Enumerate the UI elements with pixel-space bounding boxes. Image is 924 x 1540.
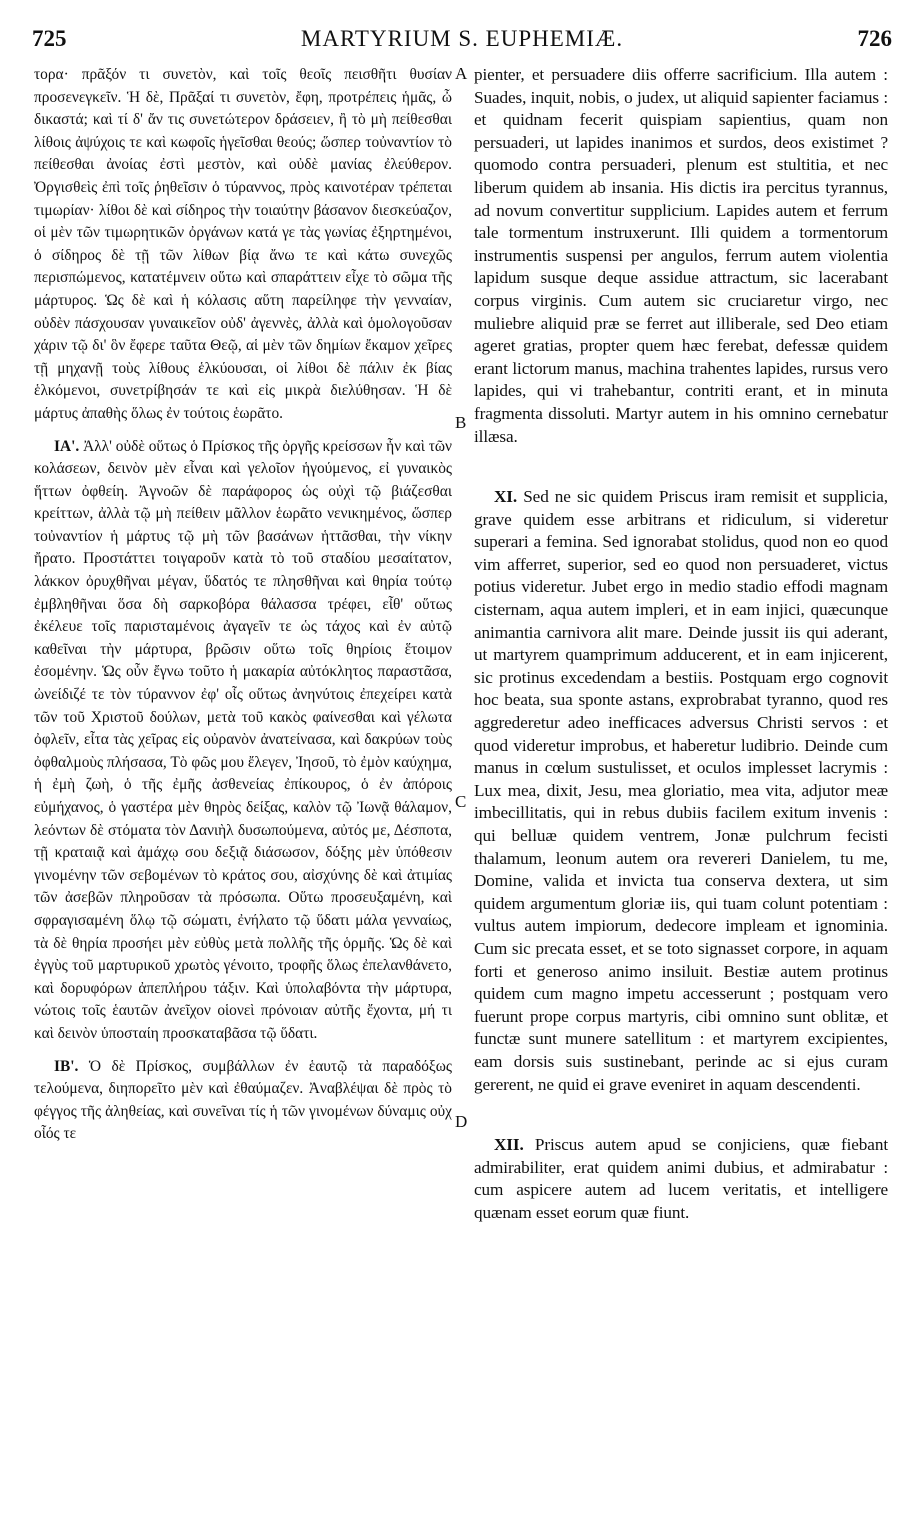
latin-paragraph-3: XII. Priscus autem apud se conjiciens, quæ fiebant admirabiliter, erat quidem animi dubius, et admirabatur : cum aspicere autem ad lucem veritatis, et intelligere quænam esset eorum quæ fiunt. <box>474 1135 888 1222</box>
latin-column <box>474 64 888 1225</box>
greek-column <box>34 64 452 1146</box>
latin-paragraph-1: pienter, et persuadere diis offerre sacrificium. Illa autem : Suades, inquit, nobis, o judex, ut aliquid sapienter faciamus : et quidnam fecerit quispiam sapientius, quam non persuaderi, ut lapides inanimos et surdos, deos existimet ? quomodo contra persuaderi, plenum est stultitia, et nec liberum quidem ab insania. His dictis ira percitus tyrannus, ad novum convertitur supplicium. Lapides autem et ferrum tale tormentum instruxerunt. Illi quidem a tormentorum instrumentis suspensi per angulos, ferrum autem violentia lapidum susque deque assidue attractum, sic lacerabant corpus virginis. Cum autem sic cruciaretur virgo, nec muliebre aliquid præ se ferret aut illiberale, sed Deo etiam ageret gratias, propter quem hæc ferebat, defessæ quidem erant lictorum manus, machina trahentes lapides, rursus vero lapides, qui vi trahebantur, contriti erant, et in minuta fragmenta dissoluti. Martyr autem in his omnino cernebatur illæsa. <box>474 65 888 446</box>
greek-paragraph-1: τορα· πρᾶξόν τι συνετὸν, καὶ τοῖς θεοῖς πεισθῆτι θυσίαν προσενεγκεῖν. Ἡ δὲ, Πρᾶξαί τι συνετὸν, ἔφη, προτρέπεις ἡμᾶς, ὦ δικαστά; καὶ τί δ' ἄν τις συνετώτερον δράσειεν, ἢ τὸ μὴ πείθεσθαι λίθοις ἀψύχοις τε καὶ κωφοῖς ἡγεῖσθαι θεούς; ὥσπερ τοὐναντίον τὸ πείθεσθαι ἀνοίας ἐστὶ μεστὸν, καὶ οὐδὲ μανίας ἐλεύθερον. Ὀργισθεὶς ἐπὶ τοῖς ῥηθεῖσιν ὁ τύραννος, πρὸς καινοτέραν τρέπεται τιμωρίαν· λίθοι δὲ καὶ σίδηρος τὴν τοιαύτην βάσανον διεσκεύαζον, οἱ μὲν τῶν τιμωρητικῶν ὀργάνων κατά γε τὰς γωνίας ἐξηρτημένοι, ὁ σίδηρος δὲ τῇ τῶν λίθων βίᾳ ἄνω τε καὶ κάτω συνεχῶς περισπώμενος, κατατέμνειν οὕτω καὶ σπαράττειν εἶχε τὸ σῶμα τῆς μάρτυρος. Ὡς δὲ καὶ ἡ κόλασις αὕτη παρείληφε τὴν γενναίαν, οὐδὲν πάσχουσαν γυναικεῖον οὐδ' ἀγεννὲς, ἀλλὰ καὶ ὁμολογοῦσαν χάριν τῷ δι' ὃν ἔφερε ταῦτα Θεῷ, αἱ μὲν τῶν δημίων ἔκαμον χεῖρες τῇ μηχανῇ τοὺς λίθους ἑλκύουσαι, οἱ λίθοι δὲ πάλιν ἐκ βίας ἑλκόμενοι, συνετρίβησάν τε καὶ εἰς μικρὰ διελύθησαν. Ἡ δὲ μάρτυς ἀπαθὴς ὅλως ἐν τούτοις ἑωρᾶτο. <box>34 66 452 422</box>
greek-paragraph-3: ΙΒ'. Ὁ δὲ Πρίσκος, συμβάλλων ἐν ἑαυτῷ τὰ παραδόξως τελούμενα, διηπορεῖτο μὲν καὶ ἐθαύμαζεν. Ἀναβλέψαι δὲ πρὸς τὸ φέγγος τῆς ἀληθείας, καὶ συνεῖναι τίς ἡ τῶν γινομένων δύναμις οὐχ οἷός τε <box>34 1057 452 1143</box>
greek-section-number-11: ΙΑ'. <box>54 437 80 455</box>
running-header <box>32 26 892 60</box>
margin-marker-c: C <box>455 792 467 811</box>
greek-paragraph-2: ΙΑ'. Ἀλλ' οὐδὲ οὕτως ὁ Πρίσκος τῆς ὀργῆς κρείσσων ἦν καὶ τῶν κολάσεων, δεινὸν μὲν εἶναι καὶ γελοῖον ἡγούμενος, εἰ γυναικὸς ἥττων ὀφθείη. Ἀγνοῶν δὲ παράφορος ὡς οὐχὶ τῷ βιάζεσθαι κρείττων, ἀλλὰ τῷ μὴ πείθειν μᾶλλον ἑωρᾶτο νενικημένος, ὥσπερ τοὐναντίον ἡ μάρτυς τῷ μὴ τῶν βασάνων ἡττᾶσθαι, τὴν νίκην ἤρατο. Προστάττει τοιγαροῦν κατὰ τὸ τοῦ σταδίου μεσαίτατον, λάκκον ὀρυχθῆναι μέγαν, ὕδατός τε πλησθῆναι καὶ θηρία τούτῳ ἐμβληθῆναι ὅσα δὴ σαρκοβόρα θάλασσα τρέφει, εἶθ' οὕτως ἐκέλευε τοῖς παρισταμένοις ἀγαγεῖν τε ὡς τάχος καὶ ἐν αὐτῷ καθεῖναι τὴν μάρτυρα, βρῶσιν οὕτω τοῖς θηρίοις ἕτοιμον ἐσομένην. Ὡς οὖν ἔγνω τοῦτο ἡ μακαρία αὐτόκλητος παραστᾶσα, ὠνείδιζέ τε τὸν τύραννον ἐφ' οἷς οὕτως ἀνηνύτοις ἐπεχείρει κατὰ τῶν τοῦ Χριστοῦ δούλων, μετὰ τοῦ κακὸς φαίνεσθαι καὶ γέλωτα ὀφλεῖν, εἶτα τὰς χεῖρας εἰς οὐρανὸν ἀνατείνασα, καὶ δακρύων τοὺς ὀφθαλμοὺς πλήσασα, Τὸ φῶς μου ἔλεγεν, Ἰησοῦ, τὸ ἐμὸν καύχημα, ἡ ἐμὴ ζωὴ, ὁ τῆς ἐμῆς ἀσθενείας ἐπίκουρος, ὁ ἐν ἀπόροις εὐμήχανος, ὁ γαστέρα μὲν θηρὸς δείξας, καλὸν τῷ Ἰωνᾷ θάλαμον, λεόντων δὲ στόματα τὸν Δανιὴλ δυσωπούμενα, αὐτός με, Δέσποτα, τῇ κραταιᾷ καὶ ἀμάχῳ σου δεξιᾷ διάσωσον, δόξης μὲν ὑπόθεσιν γινομένην τῶν σεβομένων τὸ κράτος σου, αἰσχύνης δὲ καὶ ἀτιμίας τῶν ἀσεβῶν πληροῦσαν τὰ πρόσωπα. Οὕτω προσευξαμένη, καὶ σφραγισαμένη ὅλῳ τῷ σώματι, ἐνήλατο τῷ ὕδατι μάλα γενναίως, τὰ δὲ θηρία προσήει μὲν εὐθὺς μετὰ πολλῆς τῆς ὁρμῆς. Ὡς δὲ καὶ ἐγγὺς τοῦ μαρτυρικοῦ χρωτὸς γένοιτο, τροφῆς ὅλως ἐπελανθάνετο, καὶ δορυφόρων ἀπεπλήρου τάξιν. Καὶ ὑπολαβόντα τὴν μάρτυρα, νώτοις τοῖς ἑαυτῶν ἀνεῖχον οἱονεὶ πρόνοιαν αὐτῆς ἔχοντα, μή τι καὶ δεινὸν ὑποσταίη προσκαταβᾶσα τῷ ὕδατι. <box>34 437 452 1042</box>
greek-section-number-12: ΙΒ'. <box>54 1057 79 1075</box>
margin-marker-d: D <box>455 1112 468 1131</box>
latin-section-number-12: XII. <box>494 1135 524 1155</box>
latin-section-number-11: XI. <box>494 487 518 507</box>
margin-marker-b: B <box>455 413 467 432</box>
latin-paragraph-2: XI. Sed ne sic quidem Priscus iram remisit et supplicia, grave quidem esse arbitrans et ridiculum, si videretur superari a femina. Sed ignorabat stolidus, quod non eo quod vim afferret, superior, sed eo quod non persuaderet, victus potius videretur. Jubet ergo in medio stadio effodi magnam cisternam, aqua autem impleri, et in eam injici, quæcunque animantia carnivora alit mare. Deinde jussit iis qui aderant, ut martyrem quamprimum adducerent, et in eam injicerent, sic protinus excedendam a bestiis. Postquam ergo cognovit hoc beata, sua sponte astans, exprobrabat tyranno, quod res aggrederetur adeo inefficaces adversus Christi servos : et quod videretur improbus, et haberetur ludibrio. Deinde cum manus in cœlum sustulisset, et oculos implesset lacrymis : Lux mea, dixit, Jesu, mea gloriatio, mea vita, adjutor meæ imbecillitatis, qui in rebus dubiis facilem exitum invenis : qui belluæ quidem ventrem, Jonæ pulchrum fecisti thalamum, leonum autem ora revereri Danielem, tu me, Domine, valida et invicta tua conserva dextera, ut sim quidem argumentum gloriæ iis, qui tuam colunt potentiam : vultus autem impiorum, dedecore impleam et ignominia. Cum sic precata esset, et se toto signasset corpore, in aquam forti et generoso animo insiluit. Bestiæ autem protinus quidem cum magno impetu accesserunt ; postquam vero fuerunt prope corpus martyris, cibi omnino sunt oblitæ, et functæ sunt munere satellitum : et martyrem excipientes, eam dorsis suis sustinebant, perinde ac si ejus curam gererent, ne quid ei grave eveniret in aquam descendenti. <box>474 487 888 1094</box>
page-number-left: 725 <box>32 26 67 51</box>
page-number-right: 726 <box>857 26 892 51</box>
running-title: MARTYRIUM S. EUPHEMIÆ. <box>300 26 624 51</box>
margin-marker-a: A <box>455 64 468 83</box>
